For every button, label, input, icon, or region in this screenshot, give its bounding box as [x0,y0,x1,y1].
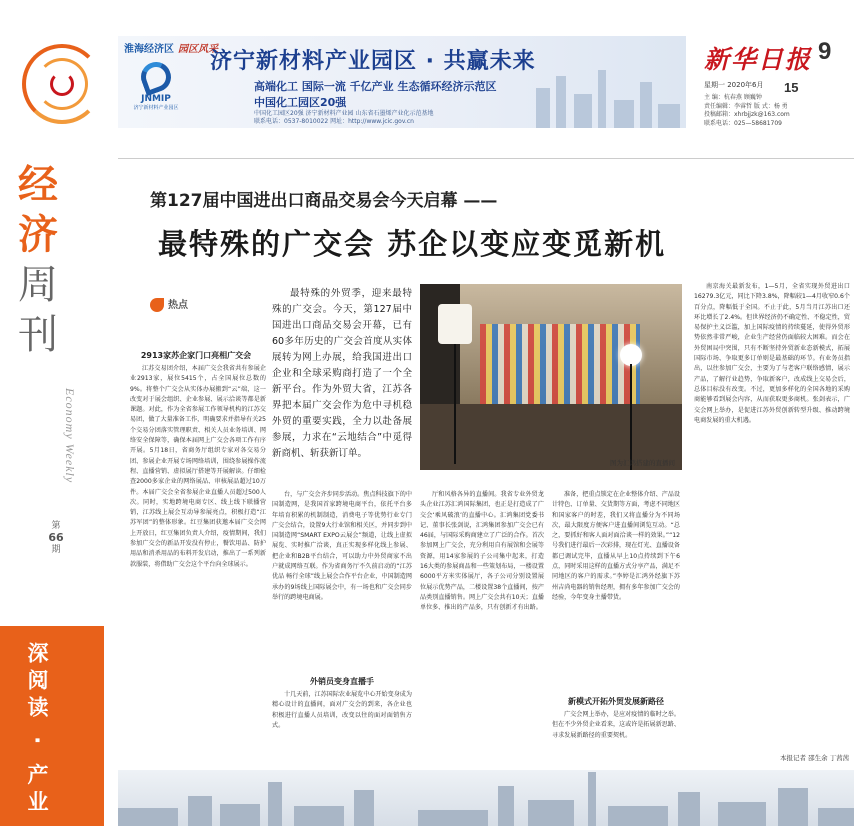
park-logo: JNMIP 济宁新材料产业园区 [126,58,186,116]
swirl-logo-icon [22,44,108,130]
kicker: 第127届中国进出口商品交易会今天启幕 —— [150,191,498,211]
zone-tag: 淮海经济区 园区风采 [124,44,218,55]
subhead-3: 新模式开拓外贸发展新路径 [568,697,664,706]
skyline-illustration [118,770,854,826]
paper-name: 新华日报 [704,45,813,74]
issue-number: 第 66 期 [48,521,64,555]
banner-park: 中国化工园区20强 [254,96,347,109]
column-4: 准备，把重点锁定在企业整体介绍、产品设计特色、订单量、交货期等方面，考虑不同地区和国家客户的时差，我们又将直播分为不同场次，最大限度方便客户进直播间浏览互动。“总之，要抓好和客人面对面洽谈一样的效果。”“12号我们进行最后一次彩排，现在灯光、直播设备都已调试完毕，直播从早上10点持续到下午6点，同时采用这样的直播方式分享产品，满足不同地区的客户的需求。”李婷是汇鸿外经旗下苏州吉尚电器的销售经理，拥有多年参加广交会的经验，今年变身主播带货。 [552,491,680,601]
masthead [704,40,854,128]
column-2b: 十几天前，江苏国际农业展览中心开始变身成为精心设计的直播间，面对广交会的到来，各企业也积极进行直播人员培训，改变以往的面对面销售方式。 [272,691,412,729]
column-2: 台，与广交会齐步同步活动。焦点科技旗下的中国制造网，是我国首家跨境电商平台，依托平台多年培育积累的机制制造，消费电子等优势行业专门广交会结合，设置9大行业馆和相关区，并同步到中国制造网“SMART EXPO云展会”频道，让线上虚拟展览、实时推广洽谈，真正实现多样化线上参展、把企业和B2B平台结合，可以助力中外贸商家不出户就成网络互联。作为省商务厅不久前启动的“江苏优品 畅行全球”线上展会合作平台企业，中国制造网承办的9场线上国际展会中，有一场也和广交会同步举行的跨境电商展。 [272,491,412,601]
column-4b: 广交会网上举办，是应对疫情的临时之举。但在不少外贸企业看来，这或许是拓展新思路、寻求发展新路径的重要契机。 [552,711,680,739]
deep-read-tab: 深阅读 · 产业 [0,626,104,826]
page-number: 9 [818,38,832,65]
section-title: 经济 周刊 [18,162,58,358]
headline: 最特殊的广交会 苏企以变应变觅新机 [158,227,667,261]
lead-paragraph: 最特殊的外贸季，迎来最特殊的广交会。今天，第127届中国进出口商品交易会开幕，已有60多年历史的广交会首度从实体展转为网上办展，给我国进出口企业和全球采购商打造了一个全新平台。作为外贸大省，江苏各界把本届广交会作为危中寻机稳外贸的重要实践，全力以赴备展参展，力求在“云地结合”中觅得新商机、斩获新订单。 [272,288,412,459]
logo-mark-icon [137,58,175,96]
column-1: 江苏交易团介绍，本届广交会我省共有参展企业2913家，展位5415个，占全国展位总数的9%。将整个广交会从实体办展搬到“云”端，这一改变对于展会组织、企业参展、展示洽谈等都是新课题。对此，作为全省参展工作领导机构的江苏交易团，做了大量准备工作，明确要求并指导有关25个交易分团落实管理职责、相关人员业务培训、网络安全保障等，确保本届网上广交会各项工作有序开展。5月18日，省商务厅组织专家对各交易分团、参展企业开展专场网络培训，围绕参展操作流程、直播营销、虚拟展厅搭建等开展解读。仔细检查2000多家企业的网络展品、审核展品超过10万件。本届广交会全省参展企业直播人员超过500人次。同时，实地跨境电商专区、线上线下联播营销，江苏线上展会互动导参展亮点，积极打造“江苏军团”的整体形象。红豆集团获邀本届广交会网上开放日，红豆集团负责人介绍，疫情期间，我们参加广交会的新品开发没有停止，餐饮用品、防护用品和消杀用品的布料开发启动，推出了一系列新款服装，将借助广交会这个平台向全球展示。 [130,365,266,568]
day-number: 15 [784,80,799,95]
staff-list: 主 编：杭春燕 顾巍钟 责任编辑：李睿哲 版 式：杨 勇 投稿邮箱：xhrbjjzk@163.com 联系电话：025—58681709 [704,94,790,127]
hot-label: 热点 [150,296,188,312]
banner-title: 济宁新材料产业园区 · 共赢未来 [210,49,536,74]
column-5: 南京海关最新发布，1—5月，全省实现外贸进出口16279.3亿元，同比下降3.8%，降幅较1—4月收窄0.6个百分点，降幅低于全国。不止于此，5月当月江苏出口还环比增长了2.4%。但世界经济仍不确定性、不稳定性，贸易保护主义泛滥，加上国际疫情的持续蔓延，使得外贸形势依然非常严峻，企业生产经营仍面临较大困难。而会在外贸困局中突围，只有不断坚持外贸新业态新模式，拓展国际市场、争取更多订单则是最基础的环节。有业务员指出，以往参加广交会，主要为了与老客户联络感情，展示产品，了解行业趋势，争取新客户，改成线上交易会后，总体目标没有改变。不过，更加多样化的全国各地的采购商能够看到展会内容，从而获取更多商机。张剑表示，广交会网上举办，是促进江苏外贸创新转型升级、推动跨境电商发展的重大机遇。 [694,283,850,424]
article-photo [420,284,682,470]
subhead-1: 2913家苏企家门口亮相广交会 [140,351,252,360]
tower-illustration [526,68,686,128]
ad-banner [118,36,686,128]
banner-contact: 中国化工园区20强 济宁新材料产业园 山东省石墨烯产业化示范基地 联系电话：0537-8010022 网址：http://www.jcic.gov.cn [254,110,434,125]
issue-date: 星期一 2020年6月 [704,81,764,89]
subhead-2: 外销员变身直播手 [310,677,374,686]
banner-slogan: 高端化工 国际一流 千亿产业 生态循环经济示范区 [254,80,497,93]
byline: 本报记者 邵生余 丁茜茜 [780,754,850,762]
section-english: Economy Weekly [63,388,77,484]
column-3: 厅和风格各异的直播间。我省专业外贸龙头企业江苏汇鸿国际集团，也正是打造成了广交会‘乘风破浪’的直播中心。汇鸿集团党委书记、董事长张剑说，汇鸿集团参加广交会已有46届，与国际采购商建立了广泛的合作。首次参加网上广交会，充分利用自有展馆和会展等资源，用14家参展的子公司集中起来，打造16大类的参展商品和一些策划布局，一楼设置6000平方米实体展厅，各子公司分别设置展位展示优势产品，二楼设置38个直播间，按产品类别直播销售。网上广交会共有10天；直播单位多、推出的产品多，只有创新才有出路。 [420,491,544,612]
photo-caption: 图为汇鸿搭建的直播间 [610,459,675,467]
flame-icon [150,298,164,312]
